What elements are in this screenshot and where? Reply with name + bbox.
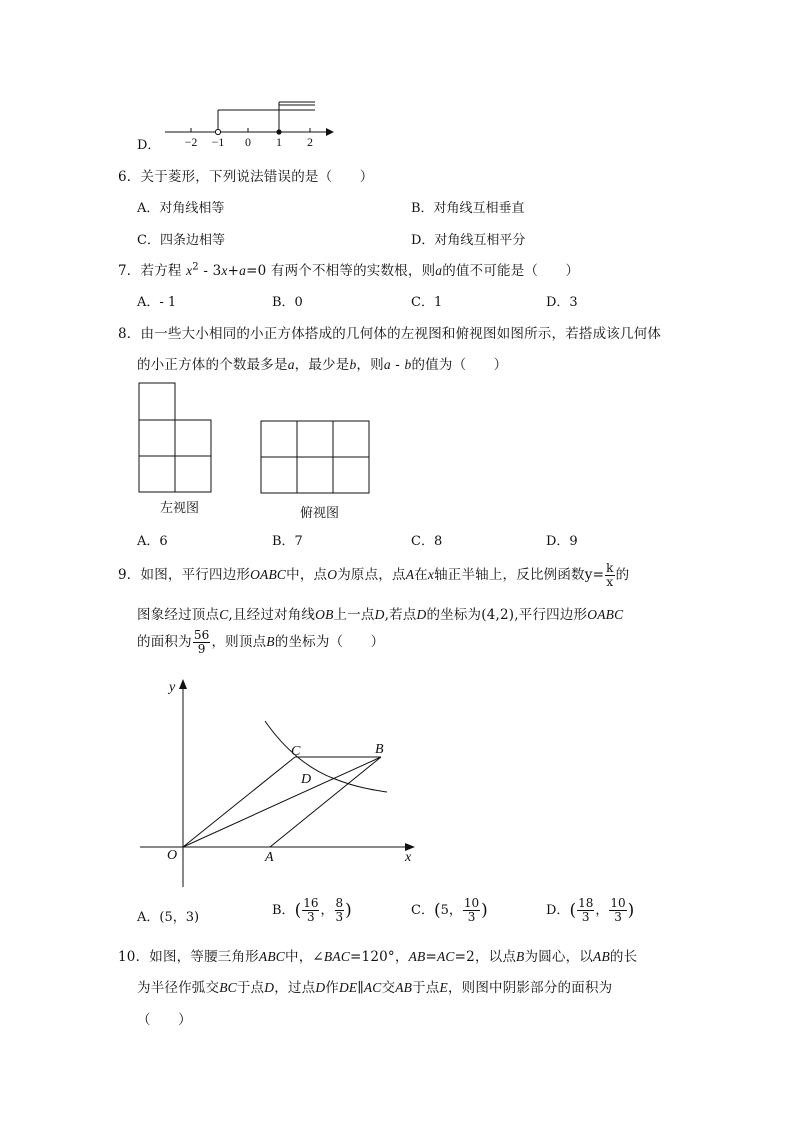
question-9-stem-line2: 图象经过顶点C,且经过对角线OB上一点D,若点D的坐标为(4,2),平行四边形OABC — [137, 607, 624, 623]
q5-number-line — [160, 98, 335, 150]
q7-option-a: A．- 1 — [137, 295, 177, 310]
question-10-answer-paren: （ ） — [137, 1012, 192, 1028]
question-10-stem-line2: 为半径作弧交BC于点D，过点D作DE∥AC交AB于点E，则图中阴影部分的面积为 — [137, 980, 613, 996]
q6-option-d: D．对角线互相平分 — [411, 233, 526, 248]
point-label-a: A — [265, 850, 274, 865]
question-7-stem: 7．若方程 $x^2 - 3x+a=0$ 有两个不相等的实数根，则a的值不可能是（ ） — [118, 261, 580, 279]
q6-option-c: C．四条边相等 — [137, 233, 225, 248]
q9-option-a: A．(5，3) — [137, 910, 200, 925]
point-label-d: D — [301, 772, 312, 787]
point-label-o: O — [167, 848, 178, 863]
question-9-stem-line1: 9．如图，平行四边形OABC中，点O为原点，点A在x轴正半轴上，反比例函数y= $\frac{k}{x}$ 的 — [118, 561, 630, 589]
q8-option-d: D．9 — [546, 534, 578, 549]
top-view-label: 俯视图 — [300, 506, 340, 521]
q9-coordinate-graph — [135, 675, 425, 890]
q8-option-c: C．8 — [411, 534, 443, 549]
q9-option-c: C．(5， $\frac{10}{3}$ ) — [411, 896, 488, 924]
q7-option-b: B．0 — [272, 295, 303, 310]
tick-label: −1 — [211, 135, 225, 149]
open-dot-minus-one — [215, 129, 220, 134]
top-view-figure — [260, 420, 372, 496]
axis-label-y: y — [169, 680, 176, 695]
point-label-c: C — [291, 744, 301, 759]
q9-option-d: D．( $\frac{18}{3}$ ， $\frac{10}{3}$ ) — [546, 896, 635, 924]
q9-option-b: B．( $\frac{16}{3}$ ， $\frac{8}{3}$ ) — [272, 896, 352, 924]
left-view-label: 左视图 — [160, 501, 200, 516]
question-8-stem-line1: 8．由一些大小相同的小正方体搭成的几何体的左视图和俯视图如图所示，若搭成该几何体 — [118, 326, 662, 342]
q5-option-d-label: D． — [137, 138, 161, 153]
tick-label: 2 — [307, 135, 313, 149]
q7-option-c: C．1 — [411, 295, 443, 310]
question-10-stem-line1: 10．如图，等腰三角形ABC中，∠BAC=120°，AB=AC=2，以点B为圆心，以AB的长 — [118, 949, 638, 965]
tick-label: 0 — [245, 135, 251, 149]
q8-option-a: A．6 — [137, 534, 168, 549]
q8-option-b: B．7 — [272, 534, 303, 549]
question-9-stem-line3: 的面积为 $\frac{56}{9}$ ，则顶点B的坐标为（ ） — [137, 628, 385, 656]
question-8-stem-line2: 的小正方体的个数最多是a，最少是b，则a - b的值为（ ） — [137, 357, 508, 373]
closed-dot-one — [276, 129, 281, 134]
tick-label: −2 — [184, 135, 198, 149]
point-label-b: B — [375, 742, 384, 757]
q6-option-b: B．对角线互相垂直 — [411, 201, 525, 216]
q6-option-a: A．对角线相等 — [137, 201, 225, 216]
axis-label-x: x — [405, 850, 412, 865]
tick-label: 1 — [276, 135, 282, 149]
question-6-stem: 6．关于菱形，下列说法错误的是（ ） — [118, 169, 374, 185]
q7-option-d: D．3 — [546, 295, 578, 310]
left-view-figure — [138, 382, 214, 494]
